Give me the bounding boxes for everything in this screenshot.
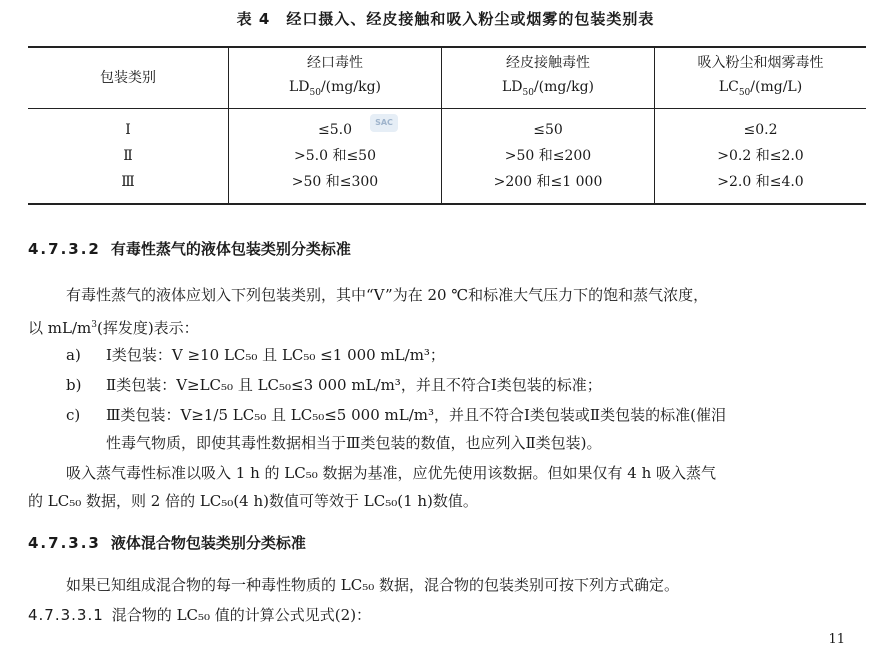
- section-heading-4733: [28, 532, 306, 553]
- list-item-continuation: 性毒气物质，即使其毒性数据相当于Ⅲ类包装的数值，也应列入Ⅱ类包装)。: [106, 434, 602, 452]
- header-dermal-title: 经皮接触毒性: [506, 55, 590, 72]
- cell-inhalation: >2.0 和≤4.0: [655, 169, 867, 204]
- header-oral-unit: $LD_{50}/(mg/kg)$: [288, 79, 382, 98]
- cell-category: Ⅰ: [125, 122, 131, 138]
- header-inhalation-title: 吸入粉尘和烟雾毒性: [697, 55, 824, 72]
- table-header-row: [28, 47, 866, 109]
- cell-oral: ≤5.0: [229, 109, 442, 144]
- section-number: 4.7.3.3: [28, 534, 101, 552]
- page-number: 11: [828, 632, 845, 647]
- list-item-text: Ⅱ类包装：V≥LC₅₀ 且 LC₅₀≤3 000 mL/m³，并且不符合Ⅰ类包装的标准；: [106, 376, 602, 394]
- paragraph-intro-line1: 有毒性蒸气的液体应划入下列包装类别，其中“V”为在 20 ℃和标准大气压力下的饱和蒸气浓度，: [66, 286, 709, 304]
- cell-oral: >5.0 和≤50: [229, 143, 442, 169]
- cell-oral: >50 和≤300: [229, 169, 442, 204]
- list-item: [66, 400, 866, 430]
- section-number: 4.7.3.2: [28, 240, 101, 258]
- subsection-47331: [28, 600, 868, 630]
- cell-dermal: >200 和≤1 000: [442, 169, 655, 204]
- cell-inhalation: ≤0.2: [655, 109, 867, 144]
- cell-dermal: ≤50: [442, 109, 655, 144]
- table-caption: 表 4 经口摄入、经皮接触和吸入粉尘或烟雾的包装类别表: [236, 10, 655, 28]
- cell-category: Ⅲ: [121, 174, 135, 190]
- list-item: [66, 370, 866, 400]
- paragraph-note-line2: 的 LC₅₀ 数据，则 2 倍的 LC₅₀(4 h)数值可等效于 LC₅₀(1 h)数值。: [28, 492, 478, 510]
- cell-inhalation: >0.2 和≤2.0: [655, 143, 867, 169]
- header-dermal-unit: $LD_{50}/(mg/kg)$: [501, 79, 595, 98]
- header-dermal: [442, 47, 655, 109]
- header-oral-title: 经口毒性: [307, 55, 363, 72]
- header-inhalation: [655, 47, 867, 109]
- section-number: 4.7.3.3.1: [28, 606, 104, 624]
- paragraph-mixture: 如果已知组成混合物的每一种毒性物质的 LC₅₀ 数据，混合物的包装类别可按下列方式确定。: [66, 576, 680, 594]
- section-title: 液体混合物包装类别分类标准: [110, 534, 306, 552]
- table-row: [28, 109, 866, 144]
- packing-group-table: [28, 46, 866, 205]
- cell-category: Ⅱ: [123, 148, 133, 164]
- list-item-label: b): [66, 376, 82, 394]
- section-title: 有毒性蒸气的液体包装类别分类标准: [110, 240, 351, 258]
- list-item-text: Ⅲ类包装：V≥1/5 LC₅₀ 且 LC₅₀≤5 000 mL/m³，并且不符合Ⅰ类包装或Ⅱ类包装的标准(催泪: [106, 406, 726, 424]
- list-item: [66, 340, 866, 370]
- subsection-text: 混合物的 LC₅₀ 值的计算公式见式(2)：: [111, 606, 372, 624]
- list-item-label: a): [66, 346, 81, 364]
- watermark-logo: SAC: [370, 114, 398, 132]
- paragraph-note-line1: 吸入蒸气毒性标准以吸入 1 h 的 LC₅₀ 数据为基准，应优先使用该数据。但如果仅有 4 h 吸入蒸气: [66, 464, 717, 482]
- table-row: [28, 143, 866, 169]
- list-item-text: Ⅰ类包装：V ≥10 LC₅₀ 且 LC₅₀ ≤1 000 mL/m³；: [106, 346, 445, 364]
- list-item-label: c): [66, 406, 81, 424]
- header-oral: [229, 47, 442, 109]
- header-packing-group: 包装类别: [28, 47, 229, 109]
- table-row: [28, 169, 866, 204]
- paragraph-intro-line2: 以 $mL/m^3$(挥发度)表示：: [28, 319, 199, 337]
- header-inhalation-unit: $LC_{50}/(mg/L)$: [718, 79, 803, 98]
- section-heading-4732: [28, 238, 351, 259]
- cell-dermal: >50 和≤200: [442, 143, 655, 169]
